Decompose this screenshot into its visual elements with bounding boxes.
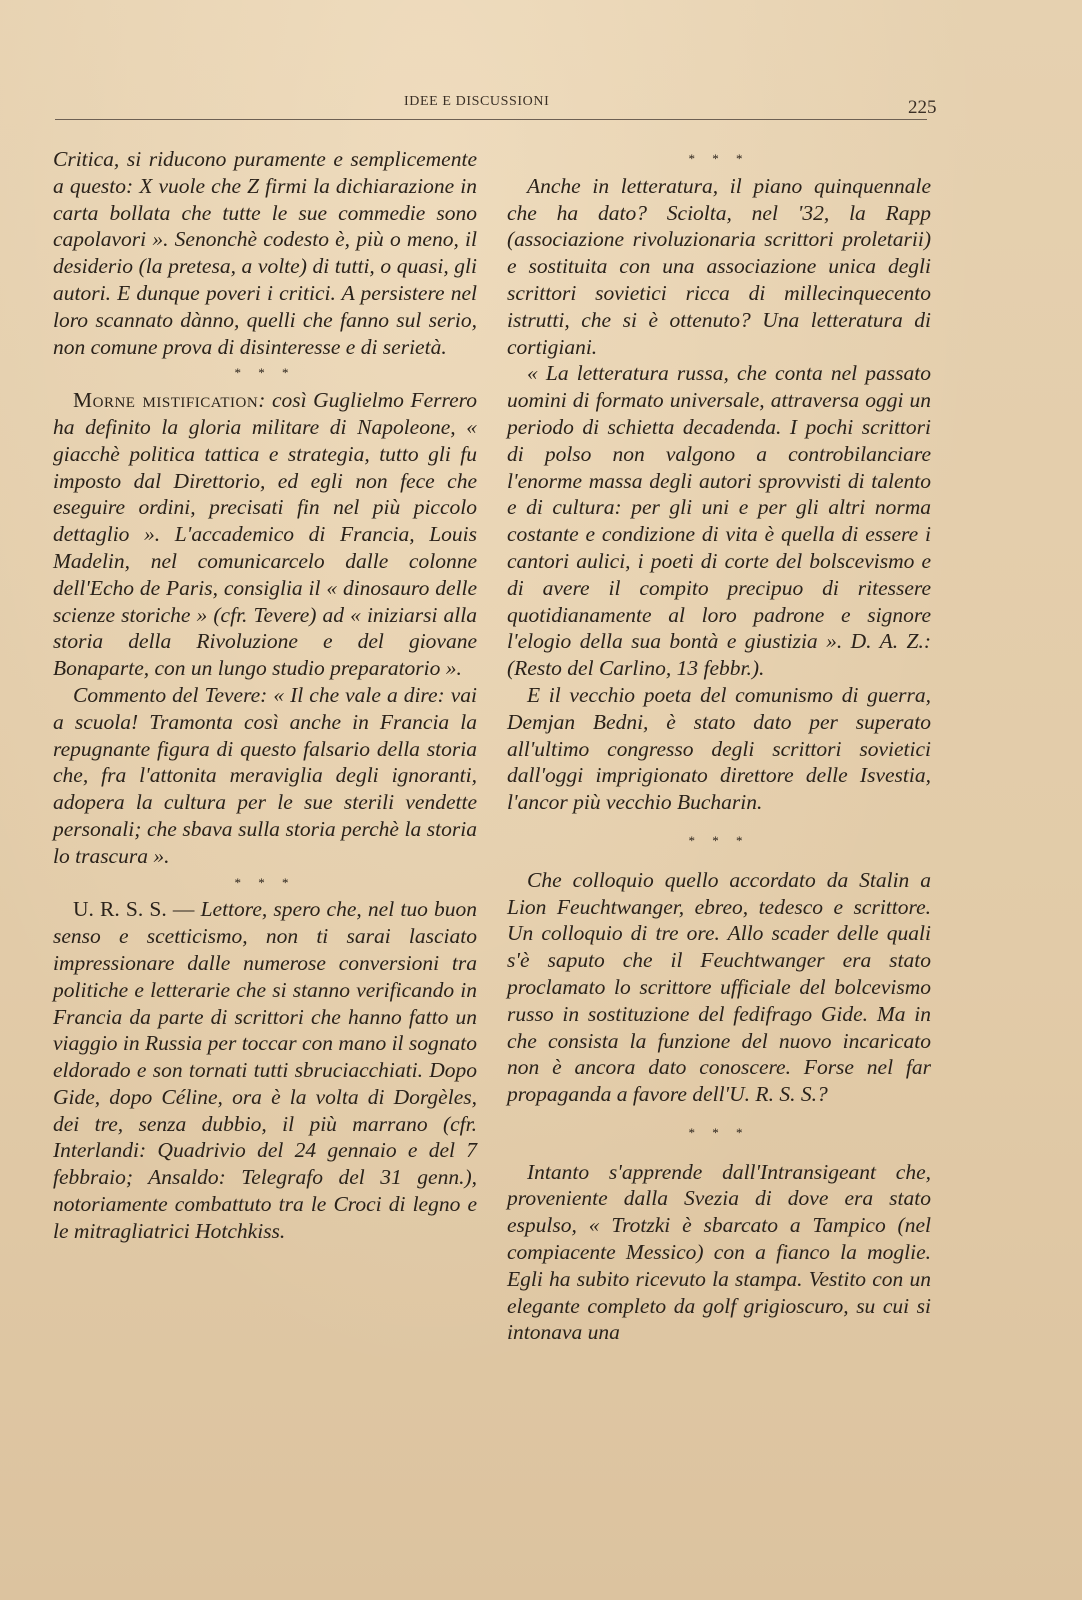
paragraph-demjan-bedni: E il vecchio poeta del comunismo di guerra, Demjan Bedni, è stato dato per superato all'ultimo congresso degli scrittori sovietici dall'oggi imprigionato direttore delle Isvestia, l'ancor più vecchio Bucharin. bbox=[507, 682, 931, 815]
paragraph-piano-quinquennale: Anche in letteratura, il piano quinquennale che ha dato? Sciolta, nel '32, la Rapp (associazione rivoluzionaria scrittori proletarii) e sostituita con una associazione unica degli scrittori sovietici ricca di millecinquecento istrutti, che si è ottenuto? Una letteratura di cortigiani. bbox=[507, 173, 931, 359]
page-number: 225 bbox=[908, 97, 937, 118]
paragraph-lead: U. R. S. S. — bbox=[73, 897, 195, 922]
paragraph-urss: U. R. S. S. — Lettore, spero che, nel tuo buon senso e scetticismo, non ti sarai lasciato impressionare dalle numerose conversioni tra politiche e letterarie che si stanno verificando in Francia da parte di scrittori che hanno fatto un viaggio in Russia per toccar con mano il sognato eldorado e son tornati tutti sbruciacchiati. Dopo Gide, dopo Céline, ora è la volta di Dorgèles, dei tre, senza dubbio, il più marrano (cfr. Interlandi: Quadrivio del 24 gennaio e del 7 febbraio; Ansaldo: Telegrafo del 31 genn.), notoriamente combattuto tra le Croci di legno e le mitragliatrici Hotchkiss. bbox=[53, 897, 477, 1243]
paragraph-letteratura-russa: « La letteratura russa, che conta nel passato uomini di formato universale, attraversa oggi un periodo di schietta decadenda. I pochi scrittori di polso non valgono a controbilanciare l'enorme massa degli autori sprovvisti di talento e di cultura: per gli uni e per gli altri norma costante e condizione di vita è quella di essere i cantori aulici, i poeti di corte del bolscevismo e di avere il compito precipuo di ritessere quotidianamente al loro padrone e signore l'elogio della sua bontà e giustizia ». D. A. Z.: (Resto del Carlino, 13 febbr.). bbox=[507, 361, 931, 681]
right-column bbox=[507, 146, 931, 1346]
section-separator: * * * bbox=[234, 365, 296, 381]
running-header: IDEE E DISCUSSIONI bbox=[404, 94, 550, 109]
section-separator: * * * bbox=[688, 151, 750, 166]
paragraph-critica: Critica, si riducono puramente e semplicemente a questo: X vuole che Z firmi la dichiarazione in carta bollata che tutte le sue commedie sono capolavori ». Senonchè codesto è, più o meno, il desiderio (la pretesa, a volte) di tutti, o quasi, gli autori. E dunque poveri i critici. A persistere nel loro scannato dànno, quelli che fanno sul serio, non comune prova di disinteresse e di serietà. bbox=[53, 147, 477, 359]
left-column bbox=[53, 146, 477, 1245]
paragraph-morne-mistification: Morne mistification: così Guglielmo Ferrero ha definito la gloria militare di Napoleone, « giacchè politica tattica e strategia, tutto gli fu imposto dal Direttorio, ed egli non fece che eseguire ordini, precisati fin nel più piccolo dettaglio ». L'accademico di Francia, Louis Madelin, nel comunicarcelo dalle colonne dell'Echo de Paris, consiglia il « dinosauro delle scienze storiche » (cfr. Tevere) ad « iniziarsi alla storia della Rivoluzione e del giovane Bonaparte, con un lungo studio preparatorio ». bbox=[53, 388, 477, 681]
section-separator: * * * bbox=[688, 832, 750, 848]
paragraph-lead: Morne mistification bbox=[73, 388, 259, 413]
section-separator: * * * bbox=[234, 874, 296, 890]
header-rule bbox=[55, 119, 927, 120]
paragraph-commento-tevere: Commento del Tevere: « Il che vale a dire: vai a scuola! Tramonta così anche in Francia la repugnante figura di questo falsario della storia che, fra l'attonita meraviglia degli ignoranti, adopera la cultura per le sue sterili vendette personali; che sbava sulla storia perchè la storia lo trascura ». bbox=[53, 682, 477, 868]
paragraph-feuchtwanger: Che colloquio quello accordato da Stalin a Lion Feuchtwanger, ebreo, tedesco e scrittore. Un colloquio di tre ore. Allo scader delle quali s'è saputo che il Feuchtwanger era stato proclamato lo scrittore ufficiale del bolcevismo russo in sostituzione del fedifrago Gide. Ma in che consista la funzione del nuovo incaricato non è ancora dato conoscere. Forse nel far propaganda a favore dell'U. R. S. S.? bbox=[507, 867, 931, 1107]
section-separator: * * * bbox=[688, 1124, 750, 1140]
paragraph-trotzki: Intanto s'apprende dall'Intransigeant che, proveniente dalla Svezia di dove era stato espulso, « Trotzki è sbarcato a Tampico (nel compiacente Messico) con a fianco la moglie. Egli ha subito ricevuto la stampa. Vestito con un elegante completo da golf grigioscuro, su cui si intonava una bbox=[507, 1159, 931, 1345]
